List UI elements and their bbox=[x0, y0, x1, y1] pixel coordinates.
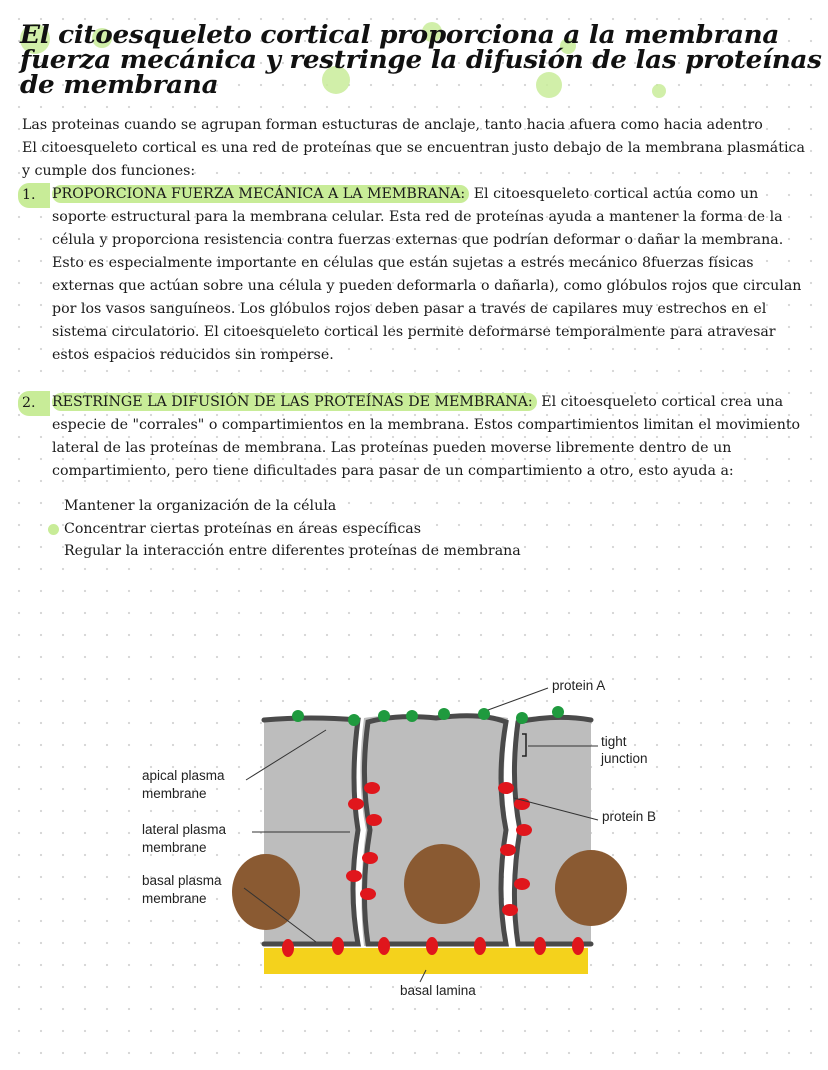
bullet-item-2 bbox=[64, 518, 812, 541]
label-basal-1: basal plasma bbox=[142, 873, 222, 888]
list-number-2: 2. bbox=[18, 391, 50, 416]
label-apical-1: apical plasma bbox=[142, 768, 225, 783]
epithelium-figure bbox=[136, 670, 696, 1010]
nucleus-middle bbox=[404, 844, 480, 924]
bullet-text-2: Concentrar ciertas proteínas en áreas específicas bbox=[64, 520, 422, 537]
label-lateral-2: membrane bbox=[142, 840, 207, 855]
bullet-list bbox=[64, 495, 812, 563]
nucleus-right bbox=[555, 850, 627, 926]
intro-paragraph-2: El citoesqueleto cortical es una red de proteínas que se encuentran justo debajo de la membrana plasmática y cumple dos funciones: bbox=[22, 140, 805, 179]
list-item-1 bbox=[22, 183, 812, 367]
page-title: El citoesqueleto cortical proporciona a la membrana fuerza mecánica y restringe la difusión de las proteínas de membrana bbox=[20, 20, 822, 99]
bullet-item-3 bbox=[64, 540, 812, 563]
label-basal-2: membrane bbox=[142, 891, 207, 906]
label-tight-junction-1: tight bbox=[601, 734, 627, 749]
label-tight-junction-2: junction bbox=[601, 751, 648, 766]
bullet-item-1 bbox=[64, 495, 812, 518]
label-protein-b: protein B bbox=[602, 809, 657, 824]
label-basal-lamina: basal lamina bbox=[400, 983, 476, 998]
list-text-2: El citoesqueleto cortical crea una especie de "corrales" o compartimientos en la membrana. Estos compartimientos limitan el movimiento lateral de las proteínas de membrana. Las proteínas pueden moverse libremente dentro de un compartimiento, pero tiene dificultades para pasar de un compartimiento a otro, esto ayuda a: bbox=[52, 394, 801, 479]
label-protein-a: protein A bbox=[552, 678, 606, 693]
list-text-1: El citoesqueleto cortical actúa como un soporte estructural para la membrana celular. Esta red de proteínas ayuda a mantener la forma de la célula y proporciona resistencia contra fuerzas externas que podrían deformar o dañar la membrana. Esto es especialmente importante en células que están sujetas a estrés mecánico 8fuerzas físicas externas que actúan sobre una célula y pueden deformarla o dañarla), como glóbulos rojos que circulan por los vasos sanguíneos. Los glóbulos rojos deben pasar a través de capilares muy estrechos en el sistema circulatorio. El citoesqueleto cortical les permite deformarse temporalmente para atravesar estos espacios reducidos sin romperse. bbox=[52, 186, 802, 363]
list-heading-2: RESTRINGE LA DIFUSIÓN DE LAS PROTEÍNAS DE MEMBRANA: bbox=[52, 393, 537, 411]
bullet-text-1: Mantener la organización de la célula bbox=[64, 498, 337, 514]
intro-paragraph-1: Las proteinas cuando se agrupan forman estucturas de anclaje, tanto hacia afuera como hacia adentro bbox=[22, 117, 763, 133]
list-heading-1: PROPORCIONA FUERZA MECÁNICA A LA MEMBRANA: bbox=[52, 185, 469, 203]
list-item-2 bbox=[22, 391, 812, 483]
label-apical-2: membrane bbox=[142, 786, 207, 801]
document-body bbox=[22, 114, 812, 563]
highlight-dot bbox=[48, 524, 59, 535]
label-lateral-1: lateral plasma bbox=[142, 822, 227, 837]
list-number-1: 1. bbox=[18, 183, 50, 208]
bullet-text-3: Regular la interacción entre diferentes proteínas de membrana bbox=[64, 543, 521, 559]
epithelium-diagram bbox=[136, 670, 696, 1010]
